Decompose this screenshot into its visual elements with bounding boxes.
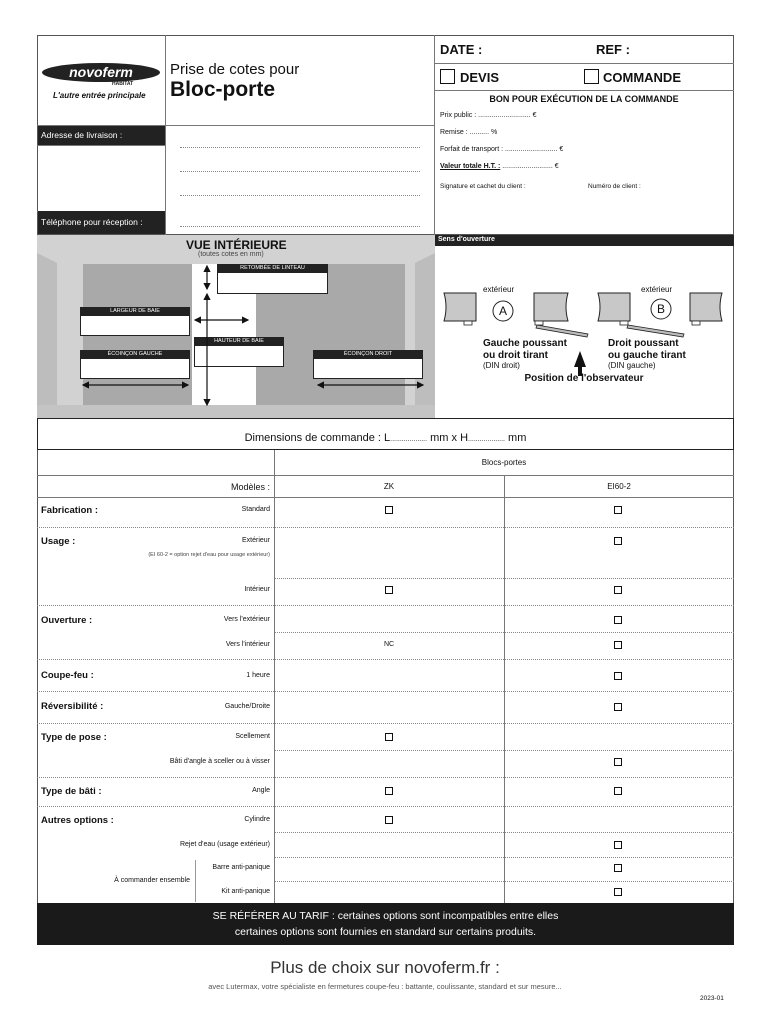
type-pose-label: Type de pose : — [41, 732, 107, 743]
prix-public: Prix public : ........................... € — [440, 112, 537, 119]
zk-standard-checkbox[interactable] — [385, 506, 393, 514]
hauteur-field[interactable] — [194, 338, 284, 367]
adresse-line-1[interactable] — [180, 147, 420, 148]
zk-vers-interieur-nc: NC — [383, 641, 395, 648]
zk-cylindre-checkbox[interactable] — [385, 816, 393, 824]
models-label: Modèles : — [230, 482, 270, 492]
tagline: L'autre entrée principale — [53, 91, 146, 100]
ei60-gauche-droite-checkbox[interactable] — [614, 703, 622, 711]
droit-line2: ou gauche tirant — [608, 350, 686, 361]
col-zk: ZK — [383, 482, 395, 491]
remise: Remise : .......... % — [440, 129, 498, 136]
ei60-bati-angle-checkbox[interactable] — [614, 758, 622, 766]
ei60-vers-interieur-checkbox[interactable] — [614, 641, 622, 649]
zk-interieur-checkbox[interactable] — [385, 586, 393, 594]
opt-interieur: Intérieur — [244, 586, 270, 593]
ei60-vers-exterieur-checkbox[interactable] — [614, 616, 622, 624]
ei60-rejet-eau-checkbox[interactable] — [614, 841, 622, 849]
version-label: 2023-01 — [700, 995, 724, 1002]
letter-a: A — [498, 304, 507, 318]
opt-1-heure: 1 heure — [246, 672, 270, 679]
opt-vers-interieur: Vers l'intérieur — [225, 641, 270, 648]
opt-rejet-eau: Rejet d'eau (usage extérieur) — [179, 841, 270, 848]
devis-label: DEVIS — [460, 70, 500, 85]
ei60-exterieur-checkbox[interactable] — [614, 537, 622, 545]
telephone-line[interactable] — [180, 226, 420, 227]
opt-gauche-droite: Gauche/Droite — [224, 703, 270, 710]
dimensions-text-c: mm — [504, 432, 527, 444]
valeur-totale — [440, 163, 559, 170]
hauteur-label: HAUTEUR DE BAIE — [194, 337, 284, 346]
opt-angle: Angle — [252, 787, 270, 794]
opt-exterieur: Extérieur — [241, 537, 270, 544]
opening-diagram — [434, 285, 734, 385]
bon-title: BON POUR EXÉCUTION DE LA COMMANDE — [489, 94, 679, 104]
logo-text: novoferm — [69, 64, 133, 80]
ref-label: REF : — [596, 42, 630, 57]
group-header: Blocs-portes — [481, 458, 527, 467]
interior-subtitle: (toutes cotes en mm) — [198, 251, 264, 258]
usage-note: (EI 60-2 = option rejet d'eau pour usage extérieur) — [148, 552, 270, 558]
adresse-line-2[interactable] — [180, 171, 420, 172]
dimensions-line — [37, 432, 734, 444]
zk-angle-checkbox[interactable] — [385, 787, 393, 795]
title-line2: Bloc-porte — [170, 78, 275, 101]
retombee-label: RETOMBÉE DE LINTEAU — [217, 264, 328, 273]
ecoincon-droit-label: ÉCOINÇON DROIT — [313, 350, 423, 359]
ouverture-label: Ouverture : — [41, 615, 93, 626]
footer-subline: avec Lutermax, votre spécialiste en fermetures coupe-feu : battante, coulissante, standard et sur mesure... — [208, 982, 562, 991]
dimensions-l-field[interactable]: ................... — [390, 436, 428, 443]
gauche-line2: ou droit tirant — [483, 350, 548, 361]
droit-din: (DIN gauche) — [608, 361, 656, 370]
telephone-label-bar — [38, 211, 165, 234]
notice-bar — [37, 903, 734, 945]
opt-scellement: Scellement — [235, 733, 270, 740]
gauche-line1: Gauche poussant — [483, 338, 567, 349]
col-ei60: EI60-2 — [607, 482, 631, 491]
opt-vers-exterieur: Vers l'extérieur — [223, 616, 270, 623]
ei60-angle-checkbox[interactable] — [614, 787, 622, 795]
type-bati-label: Type de bâti : — [41, 786, 102, 797]
autres-options-label: Autres options : — [41, 815, 114, 826]
opt-kit-anti-panique: Kit anti-panique — [221, 888, 270, 895]
usage-label: Usage : — [41, 536, 76, 547]
largeur-label: LARGEUR DE BAIE — [80, 307, 190, 316]
gauche-din: (DIN droit) — [483, 361, 520, 370]
droit-line1: Droit poussant — [608, 338, 679, 349]
opening-title-bar — [435, 235, 734, 246]
retombee-field[interactable] — [217, 265, 328, 294]
zk-scellement-checkbox[interactable] — [385, 733, 393, 741]
dimensions-h-field[interactable]: ................... — [468, 436, 505, 443]
exterieur-b: extérieur — [641, 285, 673, 294]
adresse-label: Adresse de livraison : — [41, 130, 123, 140]
exterieur-a: extérieur — [483, 285, 515, 294]
ecoincon-gauche-field[interactable] — [80, 351, 190, 379]
notice-line2: certaines options sont fournies en standard sur certains produits. — [234, 926, 537, 938]
forfait-transport: Forfait de transport : ........................... € — [440, 146, 564, 153]
opt-standard: Standard — [241, 506, 270, 513]
logo-subtext: HABITAT — [112, 81, 134, 87]
opt-cylindre: Cylindre — [244, 816, 270, 823]
signature-label: Signature et cachet du client : — [440, 183, 526, 190]
title-line1: Prise de cotes pour — [170, 61, 300, 78]
devis-checkbox[interactable] — [440, 69, 455, 84]
interior-title: VUE INTÉRIEURE — [186, 238, 287, 252]
valeur-totale-label: Valeur totale H.T. : — [440, 163, 501, 170]
ei60-barre-anti-panique-checkbox[interactable] — [614, 864, 622, 872]
ecoincon-gauche-label: ÉCOINÇON GAUCHE — [80, 350, 190, 359]
observateur-label: Position de l'observateur — [524, 373, 644, 384]
a-commander-label: À commander ensemble — [114, 877, 190, 884]
commande-checkbox[interactable] — [584, 69, 599, 84]
valeur-totale-dots: .......................... € — [500, 163, 559, 170]
fabrication-label: Fabrication : — [41, 505, 99, 516]
reversibilite-label: Réversibilité : — [41, 701, 104, 712]
telephone-label: Téléphone pour réception : — [41, 217, 143, 227]
novoferm-logo — [42, 62, 160, 88]
letter-b: B — [656, 302, 665, 316]
dimensions-text-a: Dimensions de commande : L — [244, 432, 391, 444]
ei60-1-heure-checkbox[interactable] — [614, 672, 622, 680]
dimensions-text-b: mm x H — [427, 432, 469, 444]
adresse-line-3[interactable] — [180, 195, 420, 196]
opt-barre-anti-panique: Barre anti-panique — [212, 864, 270, 871]
ecoincon-droit-field[interactable] — [313, 351, 423, 379]
notice-line1: SE RÉFÉRER AU TARIF : certaines options sont incompatibles entre elles — [212, 910, 559, 922]
ei60-interieur-checkbox[interactable] — [614, 586, 622, 594]
numero-client-label: Numéro de client : — [588, 183, 641, 190]
largeur-field[interactable] — [80, 308, 190, 336]
ei60-standard-checkbox[interactable] — [614, 506, 622, 514]
ei60-kit-anti-panique-checkbox[interactable] — [614, 888, 622, 896]
date-label: DATE : — [440, 42, 483, 57]
commande-label: COMMANDE — [603, 70, 681, 85]
adresse-label-bar — [38, 126, 165, 145]
coupe-feu-label: Coupe-feu : — [41, 670, 94, 681]
footer-headline: Plus de choix sur novoferm.fr : — [270, 958, 500, 977]
opt-bati-angle: Bâti d'angle à sceller ou à visser — [169, 758, 270, 765]
opening-title: Sens d'ouverture — [438, 236, 495, 243]
